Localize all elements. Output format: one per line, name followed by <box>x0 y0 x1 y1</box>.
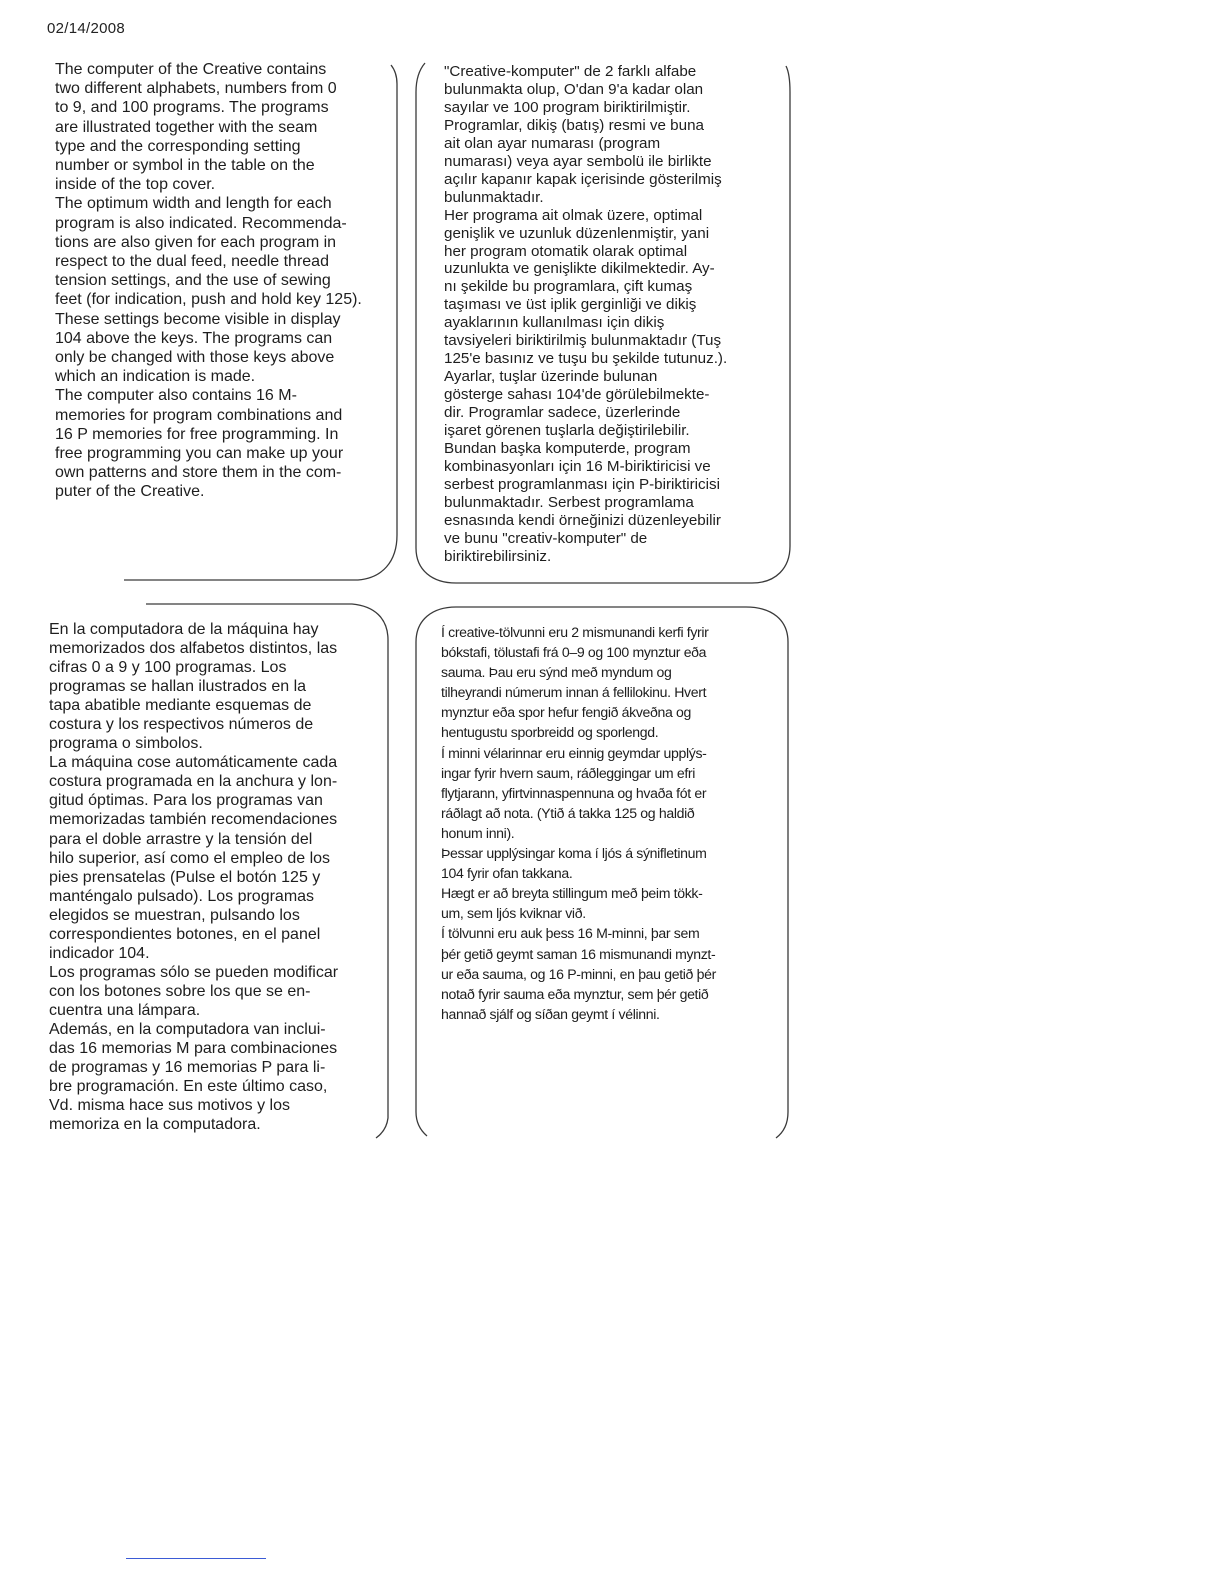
turkish-panel-text: "Creative-komputer" de 2 farklı alfabe bulunmakta olup, O'dan 9'a kadar olan sayılar ve 100 program biriktirilmiştir. Programlar, dikiş (batış) resmi ve buna ait olan ayar numarası (program numarası) veya ayar sembolü ile birlikte açılır kapanır kapak içerisinde gösterilmiş bulunmaktadır. Her programa ait olmak üzere, optimal genişlik ve uzunluk düzenlenmiştir, yani her program otomatik olarak optimal uzunlukta ve genişlikte dikilmektedir. Ay- nı şekilde bu programlara, çift kumaş taşıması ve üst iplik gerginliği ve dikiş ayaklarının kullanılması için dikiş tavsiyeleri biriktirilmiş bulunmaktadır (Tuş 125'e basınız ve tuşu bu şekilde tutunuz.). Ayarlar, tuşlar üzerinde bulunan gösterge sahası 104'de görülebilmekte- dir. Programlar sadece, üzerlerinde işaret görenen tuşlarla değiştirilebilir. Bundan başka komputerde, program kombinasyonları için 16 M-biriktiricisi ve serbest programlanması için P-biriktiricisi bulunmaktadır. Serbest programlama esnasında kendi örneğinizi düzenleyebilir ve bunu "creativ-komputer" de biriktirebilirsiniz. <box>444 63 728 565</box>
footer-link-rule <box>126 1558 266 1559</box>
icelandic-panel-text: Í creative-tölvunni eru 2 mismunandi kerfi fyrir bókstafi, tölustafi frá 0–9 og 100 mynztur eða sauma. Þau eru sýnd með myndum og tilheyrandi númerum innan á fellilokinu. Hvert mynztur eða spor hefur fengið ákveðna og hentugustu sporbreidd og sporlengd. Í minni vélarinnar eru einnig geymdar upplýs- ingar fyrir hvern saum, ráðleggingar um efri flytjarann, yfirtvinnaspennuna og hvaða fót er ráðlagt að nota. (Ytið á takka 125 og haldið honum inni). Þessar upplýsingar koma í ljós á sýnifletinum 104 fyrir ofan takkana. Hægt er að breyta stillingum með þeim tökk- um, sem ljós kviknar við. Í tölvunni eru auk þess 16 M-minni, þar sem þér getið geymt saman 16 mismunandi mynzt- ur eða sauma, og 16 P-minni, en þau getið þér notað fyrir sauma eða mynztur, sem þér getið hannað sjálf og síðan geymt í vélinni. <box>441 624 716 1022</box>
spanish-panel-text: En la computadora de la máquina hay memorizados dos alfabetos distintos, las cifras 0 a 9 y 100 programas. Los programas se hallan ilustrados en la tapa abatible mediante esquemas de costura y los respectivos números de programa o simbolos. La máquina cose automáticamente cada costura programada en la anchura y lon- gitud óptimas. Para los programas van memorizadas también recomendaciones para el doble arrastre y la tensión del hilo superior, así como el empleo de los pies prensatelas (Pulse el botón 125 y manténgalo pulsado). Los programas elegidos se muestran, pulsando los correspondientes botones, en el panel indicador 104. Los programas sólo se pueden modificar con los botones sobre los que se en- cuentra una lámpara. Además, en la computadora van inclui- das 16 memorias M para combinaciones de programas y 16 memorias P para li- bre programación. En este último caso, Vd. misma hace sus motivos y los memoriza en la computadora. <box>49 621 339 1134</box>
page-date: 02/14/2008 <box>47 20 126 37</box>
english-panel-text: The computer of the Creative contains two different alphabets, numbers from 0 to 9, and 100 programs. The programs are illustrated together with the seam type and the corresponding setting number or symbol in the table on the inside of the top cover. The optimum width and length for each program is also indicated. Recommenda- tions are also given for each program in respect to the dual feed, needle thread tension settings, and the use of sewing feet (for indication, push and hold key 125). These settings become visible in display 104 above the keys. The programs can only be changed with those keys above which an indication is made. The computer also contains 16 M- memories for program combinations and 16 P memories for free programming. In free programming you can make up your own patterns and store them in the com- puter of the Creative. <box>55 61 362 501</box>
